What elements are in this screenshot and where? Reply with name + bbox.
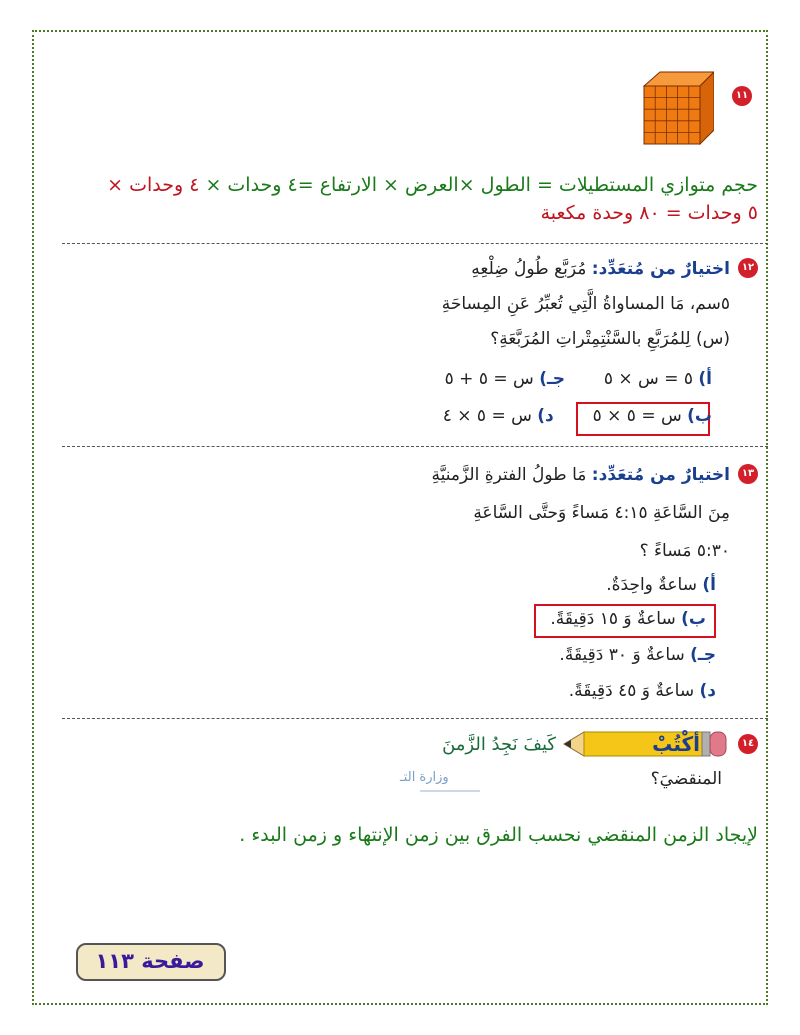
q13-line1 [300,458,730,492]
q13-line3: ٥:٣٠ مَساءً ؟ [639,541,730,561]
q11-answer-line2: ٥ وحدات = ٨٠ وحدة مكعبة [540,202,758,224]
q13-heading: اختيارٌ من مُتعَدِّد: [591,465,730,485]
q14-answer: لإيجاد الزمن المنقضي نحسب الفرق بين زمن الإنتهاء و زمن البدء . [239,824,758,846]
page-number-label: صفحة ١١٣ [95,949,205,973]
divider [62,446,768,447]
cube-illustration [636,70,714,148]
question-number-badge: ١٢ [738,258,758,278]
question-number-badge: ١١ [732,86,752,106]
q13-option-d: د) ساعةٌ وَ ٤٥ دَقِيقَةً. [568,681,716,701]
question-number-badge: ١٣ [738,464,758,484]
q13-option-c: جـ) ساعةٌ وَ ٣٠ دَقِيقَةً. [559,645,716,665]
divider [62,718,768,719]
watermark-line [420,790,480,792]
question-number-badge: ١٤ [738,734,758,754]
q13-option-b: ب) ساعةٌ وَ ١٥ دَقِيقَةً. [550,609,706,629]
q13-option-a: أ) ساعةٌ واحِدَةٌ. [606,575,716,595]
write-banner-label: أكْتُبْ [652,732,700,756]
q14-prompt-line2: المنقضيَ؟ [650,769,722,789]
q12-text: مُرَبَّع طُولُ ضِلْعِهِ [471,259,587,279]
q12-line3: (س) لِلمُرَبَّعِ بالسَّنْتِمِتْراتِ المُرَبَّعَةِ؟ [490,329,730,349]
q12-line1 [300,252,730,286]
ministry-watermark: وزارة التـ [400,770,449,785]
q11-answer-red: ٤ وحدات × [107,174,200,196]
q12-option-row-1: أ) ٥ = س × ٥ جـ) س = ٥ + ٥ [444,369,712,389]
q12-option-row-2: ب) س = ٥ × ٥ د) س = ٥ × ٤ [442,406,712,426]
divider [62,243,768,244]
q14-prompt: كَيفَ نَجِدُ الزَّمنَ [442,734,556,755]
q13-text: مَا طولُ الفترةِ الزَّمنيَّةِ [431,465,587,485]
q12-heading: اختيارٌ من مُتعَدِّد: [591,259,730,279]
q11-answer-line1: حجم متوازي المستطيلات = الطول ×العرض × الارتفاع =٤ وحدات × ٤ وحدات × [107,174,758,196]
q12-line2: ٥سم، مَا المساواةُ الَّتِي تُعبِّرُ عَنِ المِساحَةِ [441,294,730,314]
q13-line2: مِنَ السَّاعَةِ ٤:١٥ مَساءً وَحتَّى السَّاعَةِ [473,503,730,523]
